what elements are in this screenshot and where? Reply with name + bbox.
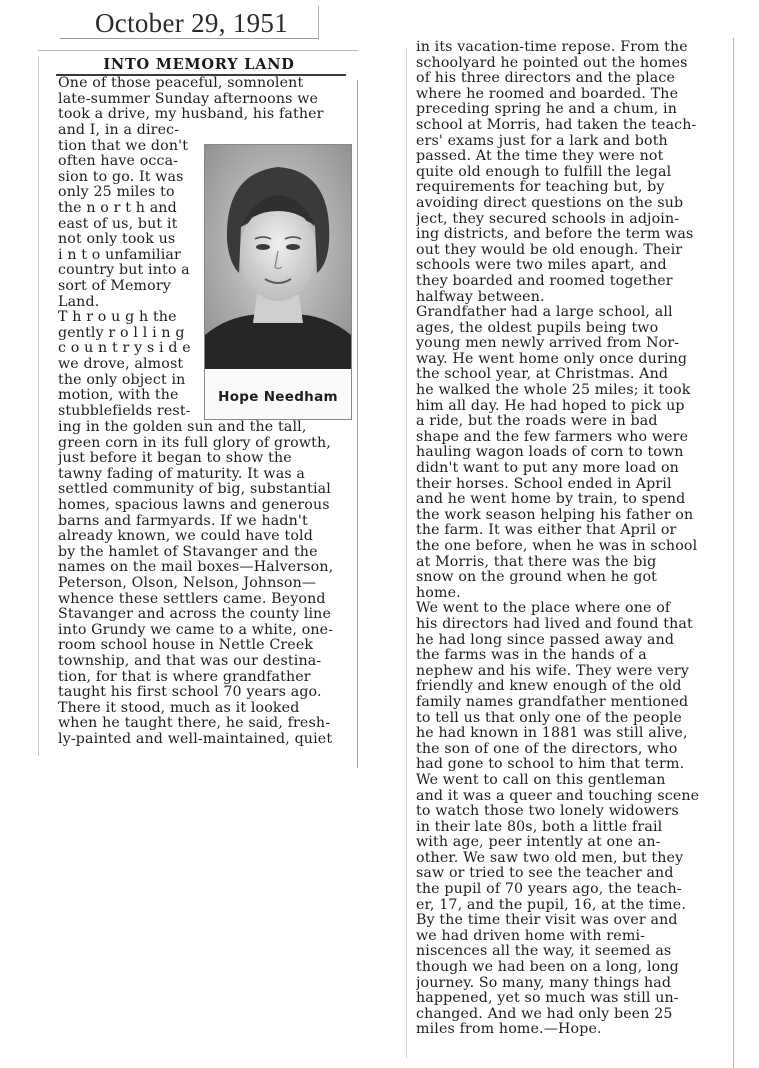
text-line: the only object in (58, 372, 186, 388)
text-line: halfway between. (416, 289, 545, 305)
text-line: out they would be old enough. Their (416, 242, 683, 258)
text-line: where he roomed and boarded. The (416, 86, 679, 102)
left-text-bottom (58, 420, 358, 747)
text-line: T h r o u g h the (58, 310, 177, 326)
text-line: changed. And we had only been 25 (416, 1006, 673, 1022)
text-line: We went to the place where one of (416, 601, 671, 617)
text-line: preceding spring he and a chum, in (416, 102, 678, 118)
text-line: though we had been on a long, long (416, 960, 679, 976)
clip-edge-left (406, 48, 407, 1058)
text-line: journey. So many, many things had (416, 975, 672, 991)
text-line: By the time their visit was over and (416, 913, 678, 929)
text-line: took a drive, my husband, his father (58, 107, 324, 123)
text-line: had gone to school to him that term. (416, 757, 685, 773)
text-line: Land. (58, 294, 100, 310)
photo-caption: Hope Needham (218, 389, 338, 405)
text-line: shape and the few farmers who were (416, 429, 689, 445)
text-line: snow on the ground when he got (416, 570, 658, 586)
text-line: he had known in 1881 was still alive, (416, 726, 688, 742)
text-line: to watch those two lonely widowers (416, 804, 679, 820)
text-line: barns and farmyards. If we hadn't (58, 513, 308, 529)
text-line: home. (416, 585, 461, 601)
text-line: names on the mail boxes—Halverson, (58, 560, 334, 576)
text-line: the work season helping his father on (416, 507, 694, 523)
text-line: tion that we don't (58, 138, 189, 154)
text-line: him all day. He had hoped to pick up (416, 398, 685, 414)
text-line: often have occa- (58, 154, 179, 170)
text-line: in its vacation-time repose. From the (416, 40, 688, 55)
date-label: October 29, 1951 (95, 8, 289, 38)
text-line: ly-painted and well-maintained, quiet (58, 731, 333, 747)
text-line: the pupil of 70 years ago, the teach- (416, 882, 682, 898)
text-line: stubblefields rest- (58, 403, 191, 419)
text-line: not only took us (58, 232, 176, 248)
text-line: settled community of big, substantial (58, 482, 331, 498)
left-text-top (58, 76, 358, 123)
text-line: green corn in its full glory of growth, (58, 435, 331, 451)
text-line: and it was a queer and touching scene (416, 788, 700, 804)
text-line: avoiding direct questions on the sub (416, 195, 684, 211)
text-line: room school house in Nettle Creek (58, 638, 314, 654)
text-line: tion, for that is where grandfather (58, 669, 311, 685)
text-line: tawny fading of maturity. It was a (58, 466, 306, 482)
date-underline (60, 38, 318, 39)
text-line: school at Morris, had taken the teach- (416, 117, 697, 133)
text-line: Grandfather had a large school, all (416, 305, 673, 321)
text-line: the son of one of the directors, who (416, 741, 678, 757)
text-line: their horses. School ended in April (416, 476, 672, 492)
text-line: when he taught there, he said, fresh- (58, 716, 331, 732)
text-line: ing in the golden sun and the tall, (58, 420, 307, 435)
text-line: er, 17, and the pupil, 16, at the time. (416, 897, 686, 913)
text-line: into Grundy we came to a white, one- (58, 622, 334, 638)
text-line: schoolyard he pointed out the homes (416, 55, 688, 71)
text-line: he walked the whole 25 miles; it took (416, 383, 691, 399)
text-line: at Morris, that there was the big (416, 554, 657, 570)
left-text-wrap (58, 123, 220, 419)
text-line: i n t o unfamiliar (58, 247, 181, 263)
text-line: he had long since passed away and (416, 632, 675, 648)
text-line: passed. At the time they were not (416, 149, 664, 165)
clip-edge-top (38, 50, 358, 51)
text-line: young men newly arrived from Nor- (416, 336, 680, 352)
text-line: late-summer Sunday afternoons we (58, 91, 319, 107)
text-line: One of those peaceful, somnolent (58, 76, 304, 91)
text-line: his directors had lived and found that (416, 616, 693, 632)
right-text-column (416, 40, 734, 1038)
text-line: they boarded and roomed together (416, 273, 673, 289)
text-line: family names grandfather mentioned (416, 694, 689, 710)
text-line: saw or tried to see the teacher and (416, 866, 674, 882)
text-line: and I, in a direc- (58, 123, 180, 138)
text-line: the school year, at Christmas. And (416, 367, 669, 383)
portrait-photo (205, 145, 351, 369)
text-line: by the hamlet of Stavanger and the (58, 544, 318, 560)
text-line: ages, the oldest pupils being two (416, 320, 659, 336)
text-line: schools were two miles apart, and (416, 258, 667, 274)
text-line: Stavanger and across the county line (58, 607, 331, 623)
text-line: way. He went home only once during (416, 351, 688, 367)
text-line: in their late 80s, both a little frail (416, 819, 663, 835)
text-line: the farms was in the hands of a (416, 648, 647, 664)
text-line: We went to call on this gentleman (416, 772, 666, 788)
text-line: already known, we could have told (58, 529, 313, 545)
text-line: Peterson, Olson, Nelson, Johnson— (58, 575, 317, 591)
text-line: of his three directors and the place (416, 71, 676, 87)
text-line: quite old enough to fulfill the legal (416, 164, 672, 180)
text-line: the one before, when he was in school (416, 539, 698, 554)
text-line: only 25 miles to (58, 185, 175, 201)
text-line: hauling wagon loads of corn to town (416, 445, 684, 461)
text-line: township, and that was our destina- (58, 653, 322, 669)
clip-edge-left (38, 56, 39, 756)
text-line: other. We saw two old men, but they (416, 850, 684, 866)
text-line: c o u n t r y s i d e (58, 341, 191, 357)
text-line: ing districts, and before the term was (416, 227, 694, 243)
text-line: whence these settlers came. Beyond (58, 591, 326, 607)
text-line: requirements for teaching but, by (416, 180, 665, 196)
text-line: the farm. It was either that April or (416, 523, 677, 539)
text-line: sort of Memory (58, 278, 171, 294)
portrait-frame (204, 144, 352, 420)
text-line: with age, peer intently at one an- (416, 835, 661, 851)
text-line: and he went home by train, to spend (416, 492, 686, 508)
text-line: nephew and his wife. They were very (416, 663, 690, 679)
text-line: miles from home.—Hope. (416, 1022, 602, 1038)
text-line: niscences all the way, it seemed as (416, 944, 672, 960)
text-line: There it stood, much as it looked (58, 700, 300, 716)
text-line: sion to go. It was (58, 169, 184, 185)
text-line: east of us, but it (58, 216, 178, 232)
article-headline: INTO MEMORY LAND (103, 56, 295, 73)
text-line: gently r o l l i n g (58, 325, 185, 341)
text-line: homes, spacious lawns and generous (58, 497, 330, 513)
article-clipping-right (404, 38, 736, 1068)
text-line: didn't want to put any more load on (416, 461, 679, 477)
text-line: ers' exams just for a lark and both (416, 133, 668, 149)
text-line: ject, they secured schools in adjoin- (416, 211, 680, 227)
text-line: motion, with the (58, 388, 179, 404)
text-line: we drove, almost (58, 356, 184, 372)
text-line: just before it began to show the (58, 451, 292, 467)
text-line: the n o r t h and (58, 200, 177, 216)
text-line: a ride, but the roads were in bad (416, 414, 658, 430)
text-line: happened, yet so much was still un- (416, 991, 679, 1007)
text-line: taught his first school 70 years ago. (58, 685, 322, 701)
text-line: friendly and knew enough of the old (416, 679, 682, 695)
date-divider (318, 6, 319, 40)
text-line: we had driven home with remi- (416, 928, 646, 944)
text-line: country but into a (58, 263, 190, 279)
article-clipping-left (38, 50, 360, 765)
text-line: to tell us that only one of the people (416, 710, 682, 726)
portrait-photo-icon (205, 145, 351, 369)
